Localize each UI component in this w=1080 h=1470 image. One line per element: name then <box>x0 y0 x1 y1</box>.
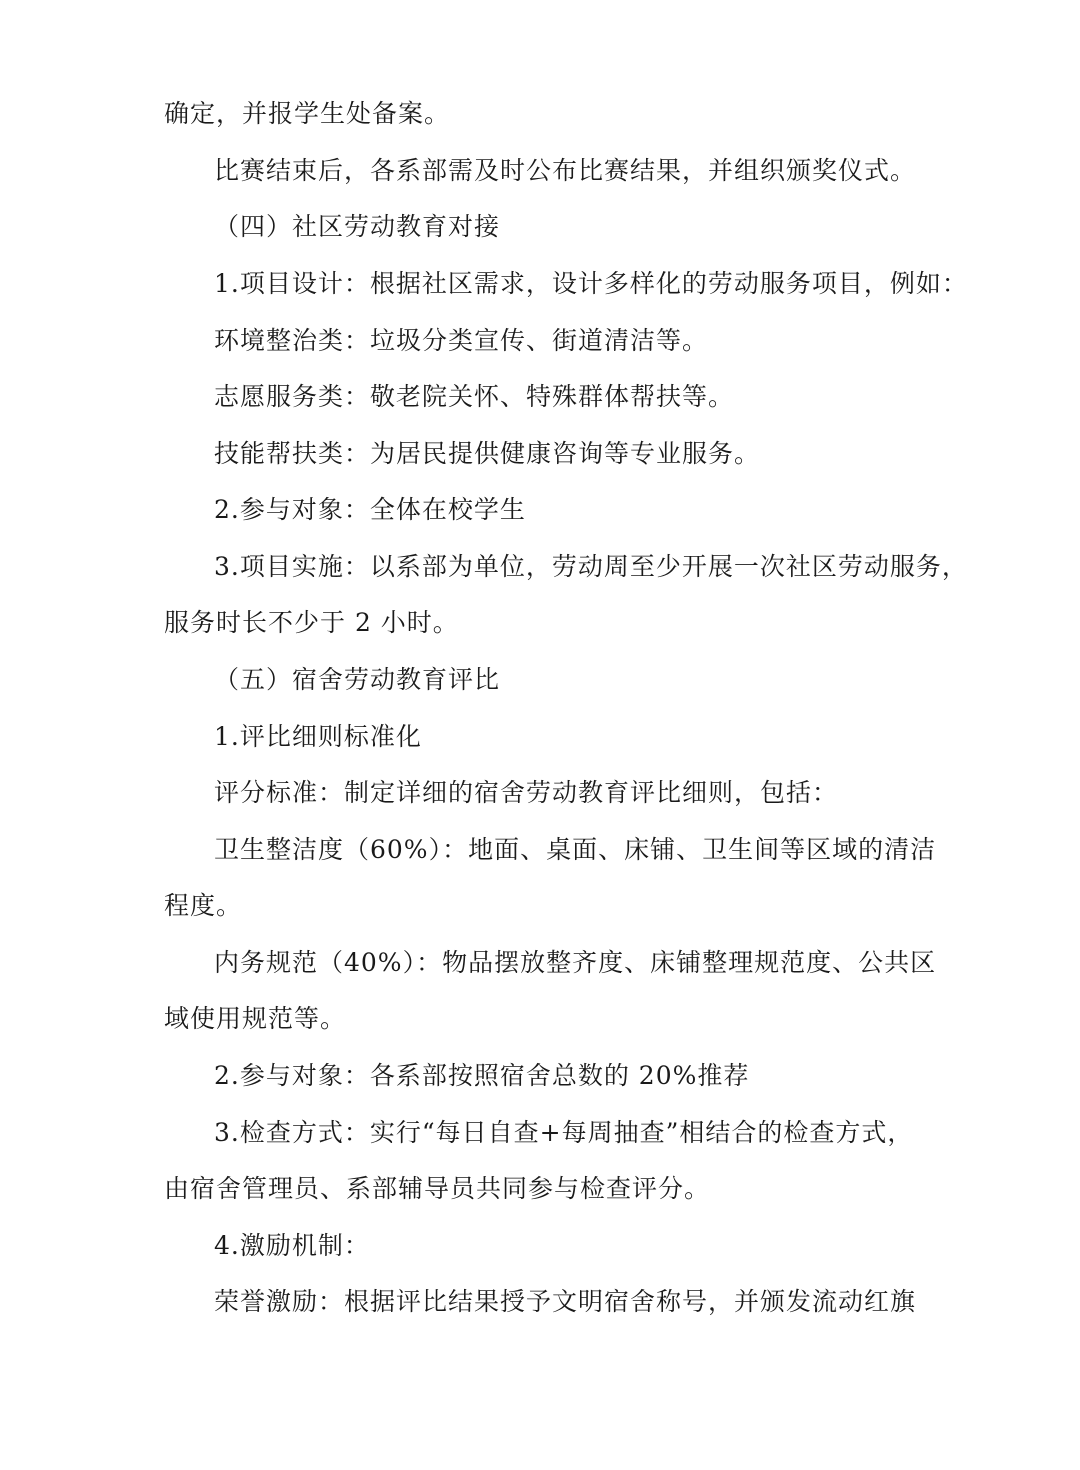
text-line: 服务时长不少于 2 小时。 <box>164 608 459 637</box>
text-line: 卫生整洁度（60%）：地面、桌面、床铺、卫生间等区域的清洁 <box>214 835 937 864</box>
section-heading: （五）宿舍劳动教育评比 <box>214 665 501 694</box>
text-line: 环境整治类：垃圾分类宣传、街道清洁等。 <box>214 326 709 355</box>
text-line: 1.评比细则标准化 <box>214 722 422 751</box>
section-heading: （四）社区劳动教育对接 <box>214 212 501 241</box>
text-line: 2.参与对象：各系部按照宿舍总数的 20%推荐 <box>214 1061 750 1090</box>
text-line: 域使用规范等。 <box>164 1004 347 1033</box>
text-line: 确定，并报学生处备案。 <box>164 99 451 128</box>
text-line: 荣誉激励：根据评比结果授予文明宿舍称号，并颁发流动红旗 <box>214 1287 917 1316</box>
text-line: 内务规范（40%）：物品摆放整齐度、床铺整理规范度、公共区 <box>214 948 937 977</box>
text-line: 志愿服务类：敬老院关怀、特殊群体帮扶等。 <box>214 382 735 411</box>
text-line: 技能帮扶类：为居民提供健康咨询等专业服务。 <box>214 439 761 468</box>
text-line: 3.项目实施：以系部为单位，劳动周至少开展一次社区劳动服务， <box>214 552 968 581</box>
text-line: 3.检查方式：实行“每日自查+每周抽查”相结合的检查方式， <box>214 1118 914 1147</box>
text-line: 程度。 <box>164 891 243 920</box>
text-line: 2.参与对象：全体在校学生 <box>214 495 526 524</box>
text-line: 由宿舍管理员、系部辅导员共同参与检查评分。 <box>164 1174 711 1203</box>
text-line: 比赛结束后，各系部需及时公布比赛结果，并组织颁奖仪式。 <box>214 156 917 185</box>
text-line: 评分标准：制定详细的宿舍劳动教育评比细则，包括： <box>214 778 839 807</box>
text-line: 4.激励机制： <box>214 1231 370 1260</box>
text-line: 1.项目设计：根据社区需求，设计多样化的劳动服务项目，例如： <box>214 269 968 298</box>
